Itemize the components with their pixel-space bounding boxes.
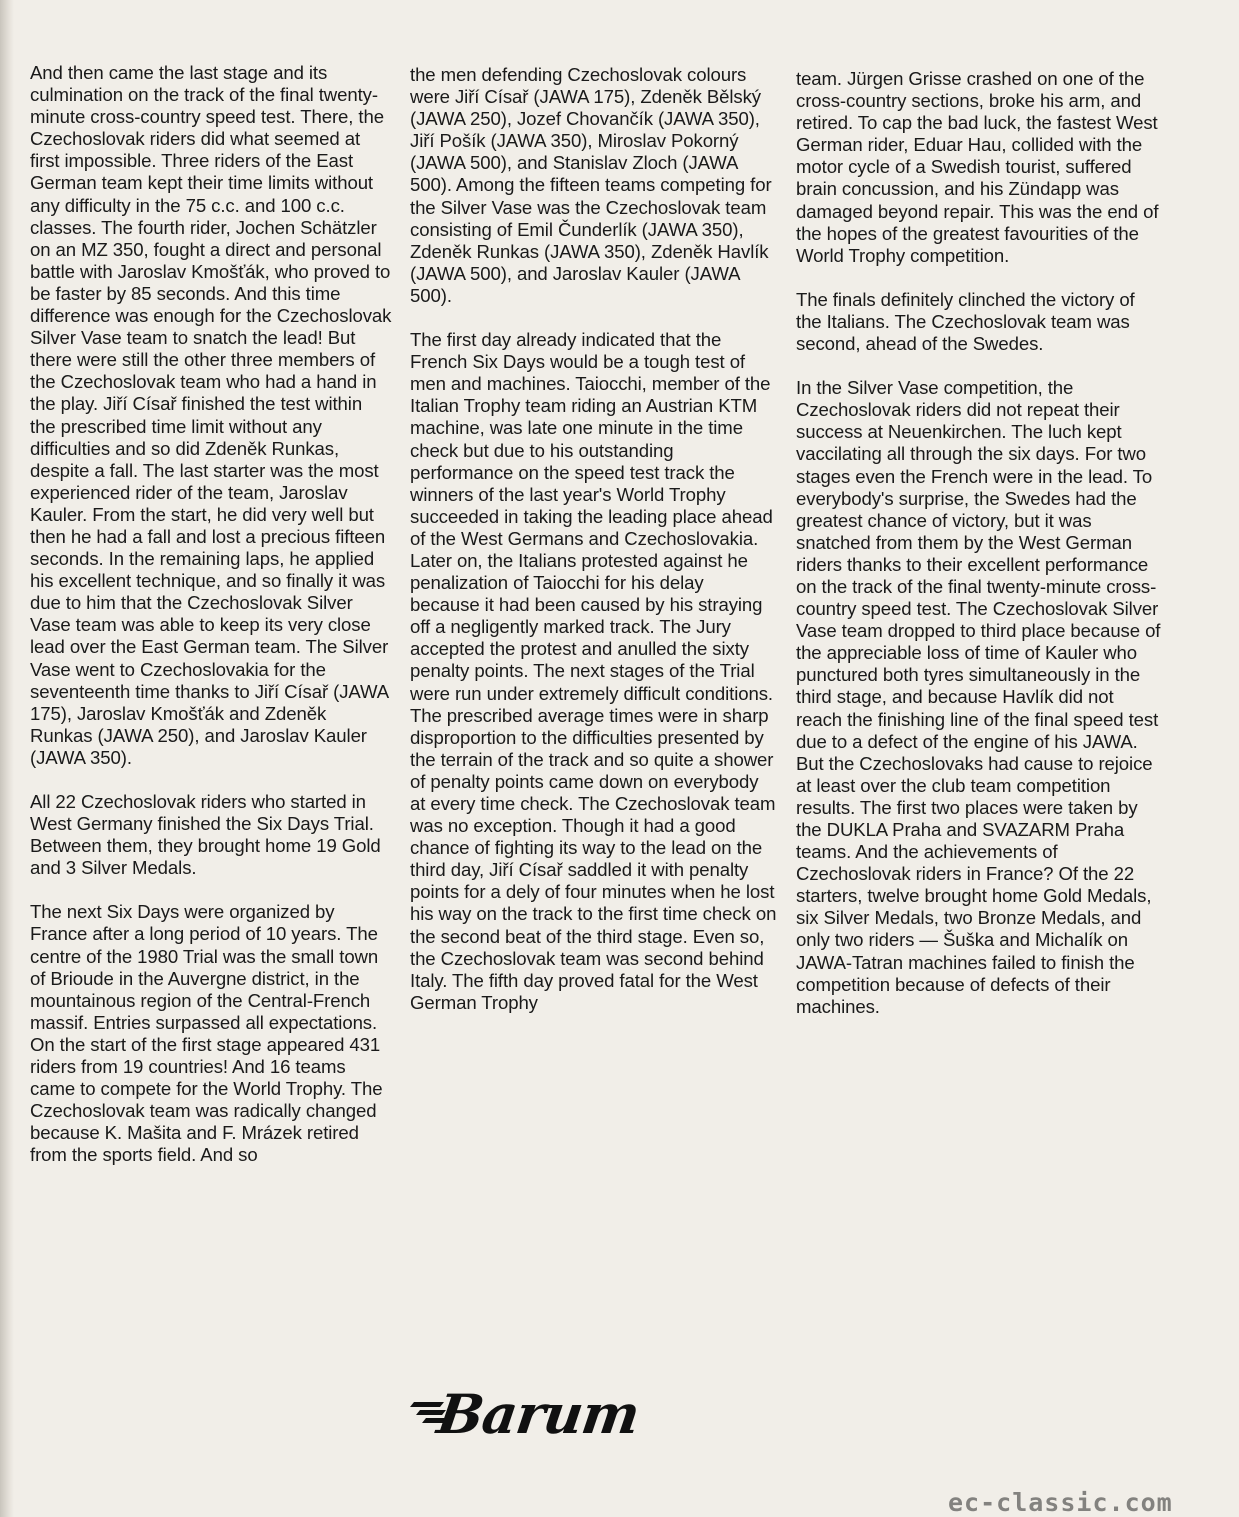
paragraph: All 22 Czechoslovak riders who started in West Germany finished the Six Days Trial. Between them, they brought home 19 Gold and 3 Silver Medals.	[30, 791, 381, 879]
text-column-1	[30, 62, 392, 1189]
paragraph: The first day already indicated that the French Six Days would be a tough test of men and machines. Taiocchi, member of the Italian Trophy team riding an Austrian KTM machine, was late one minute in the time check but due to his outstanding performance on the speed test track the winners of the last year's World Trophy succeeded in taking the leading place ahead of the West Germans and Czechoslovakia. Later on, the Italians protested against he penalization of Taiocchi for his delay because it had been caused by his straying off a negligently marked track. The Jury accepted the protest and anulled the sixty penalty points. The next stages of the Trial were run under extremely difficult conditions. The prescribed average times were in sharp disproportion to the difficulties presented by the terrain of the track and so quite a shower of penalty points came down on everybody at every time check. The Czechoslovak team was no exception. Though it had a good chance of fighting its way to the lead on the third day, Jiří Císař saddled it with penalty points for a dely of four minutes when he lost his way on the track to the first time check on the second beat of the third stage. Even so, the Czechoslovak team was second behind Italy. The fifth day proved fatal for the West German Trophy	[410, 329, 777, 1013]
binding-gutter	[0, 0, 14, 1517]
paragraph: And then came the last stage and its culmination on the track of the final twenty-minute cross-country speed test. There, the Czechoslovak riders did what seemed at first impossible. Three riders of the East German team kept their time limits without any difficulty in the 75 c.c. and 100 c.c. classes. The fourth rider, Jochen Schätzler on an MZ 350, fought a direct and personal battle with Jaroslav Kmošťák, who proved to be faster by 85 seconds. And this time difference was enough for the Czechoslovak Silver Vase team to snatch the lead! But there were still the other three members of the Czechoslovak team who had a hand in the play. Jiří Císař finished the test within the prescribed time limit without any difficulties and so did Zdeněk Runkas, despite a fall. The last starter was the most experienced rider of the team, Jaroslav Kauler. From the start, he did very well but then he had a fall and lost a precious fifteen seconds. In the remaining laps, he applied his excellent technique, and so finally it was due to him that the Czechoslovak Silver Vase team was able to keep its very close lead over the East German team. The Silver Vase went to Czechoslovakia for the seventeenth time thanks to Jiří Císař (JAWA 175), Jaroslav Kmošťák and Zdeněk Runkas (JAWA 250), and Jaroslav Kauler (JAWA 350).	[30, 62, 392, 768]
paragraph: the men defending Czechoslovak colours were Jiří Císař (JAWA 175), Zdeněk Bělský (JAWA 250), Jozef Chovančík (JAWA 350), Jiří Pošík (JAWA 350), Miroslav Pokorný (JAWA 500), and Stanislav Zloch (JAWA 500). Among the fifteen teams competing for the Silver Vase was the Czechoslovak team consisting of Emil Čunderlík (JAWA 350), Zdeněk Runkas (JAWA 350), Zdeněk Havlík (JAWA 500), and Jaroslav Kauler (JAWA 500).	[410, 64, 772, 306]
watermark: ec-classic.com	[948, 1488, 1173, 1517]
barum-logo	[410, 1382, 728, 1446]
text-column-2	[410, 64, 778, 1036]
text-column-3	[796, 68, 1164, 1040]
paragraph: The finals definitely clinched the victory of the Italians. The Czechoslovak team was second, ahead of the Swedes.	[796, 288, 1135, 355]
logo-wordmark: Barum	[433, 1382, 643, 1446]
paragraph: In the Silver Vase competition, the Czechoslovak riders did not repeat their success at Neuenkirchen. The luch kept vaccilating all through the six days. For two stages even the French were in the lead. To everybody's surprise, the Swedes had the greatest chance of victory, but it was snatched from them by the West German riders thanks to their excellent performance on the track of the final twenty-minute cross-country speed test. The Czechoslovak Silver Vase team dropped to third place because of the appreciable loss of time of Kauler who punctured both tyres simultaneously in the third stage, and because Havlík did not reach the finishing line of the final speed test due to a defect of the engine of his JAWA. But the Czechoslovaks had cause to rejoice at least over the club team competition results. The first two places were taken by the DUKLA Praha and SVAZARM Praha teams. And the achievements of Czechoslovak riders in France? Of the 22 starters, twelve brought home Gold Medals, six Silver Medals, two Bronze Medals, and only two riders — Šuška and Michalík on JAWA-Tatran machines failed to finish the competition because of defects of their machines.	[796, 377, 1161, 1017]
paragraph: team. Jürgen Grisse crashed on one of the cross-country sections, broke his arm, and retired. To cap the bad luck, the fastest West German rider, Eduar Hau, collided with the motor cycle of a Swedish tourist, suffered brain concussion, and his Zündapp was damaged beyond repair. This was the end of the hopes of the greatest favourities of the World Trophy competition.	[796, 68, 1159, 266]
paragraph: The next Six Days were organized by France after a long period of 10 years. The centre of the 1980 Trial was the small town of Brioude in the Auvergne district, in the mountainous region of the Central-French massif. Entries surpassed all expectations. On the start of the first stage appeared 431 riders from 19 countries! And 16 teams came to compete for the World Trophy. The Czechoslovak team was radically changed because K. Mašita and F. Mrázek retired from the sports field. And so	[30, 901, 383, 1166]
